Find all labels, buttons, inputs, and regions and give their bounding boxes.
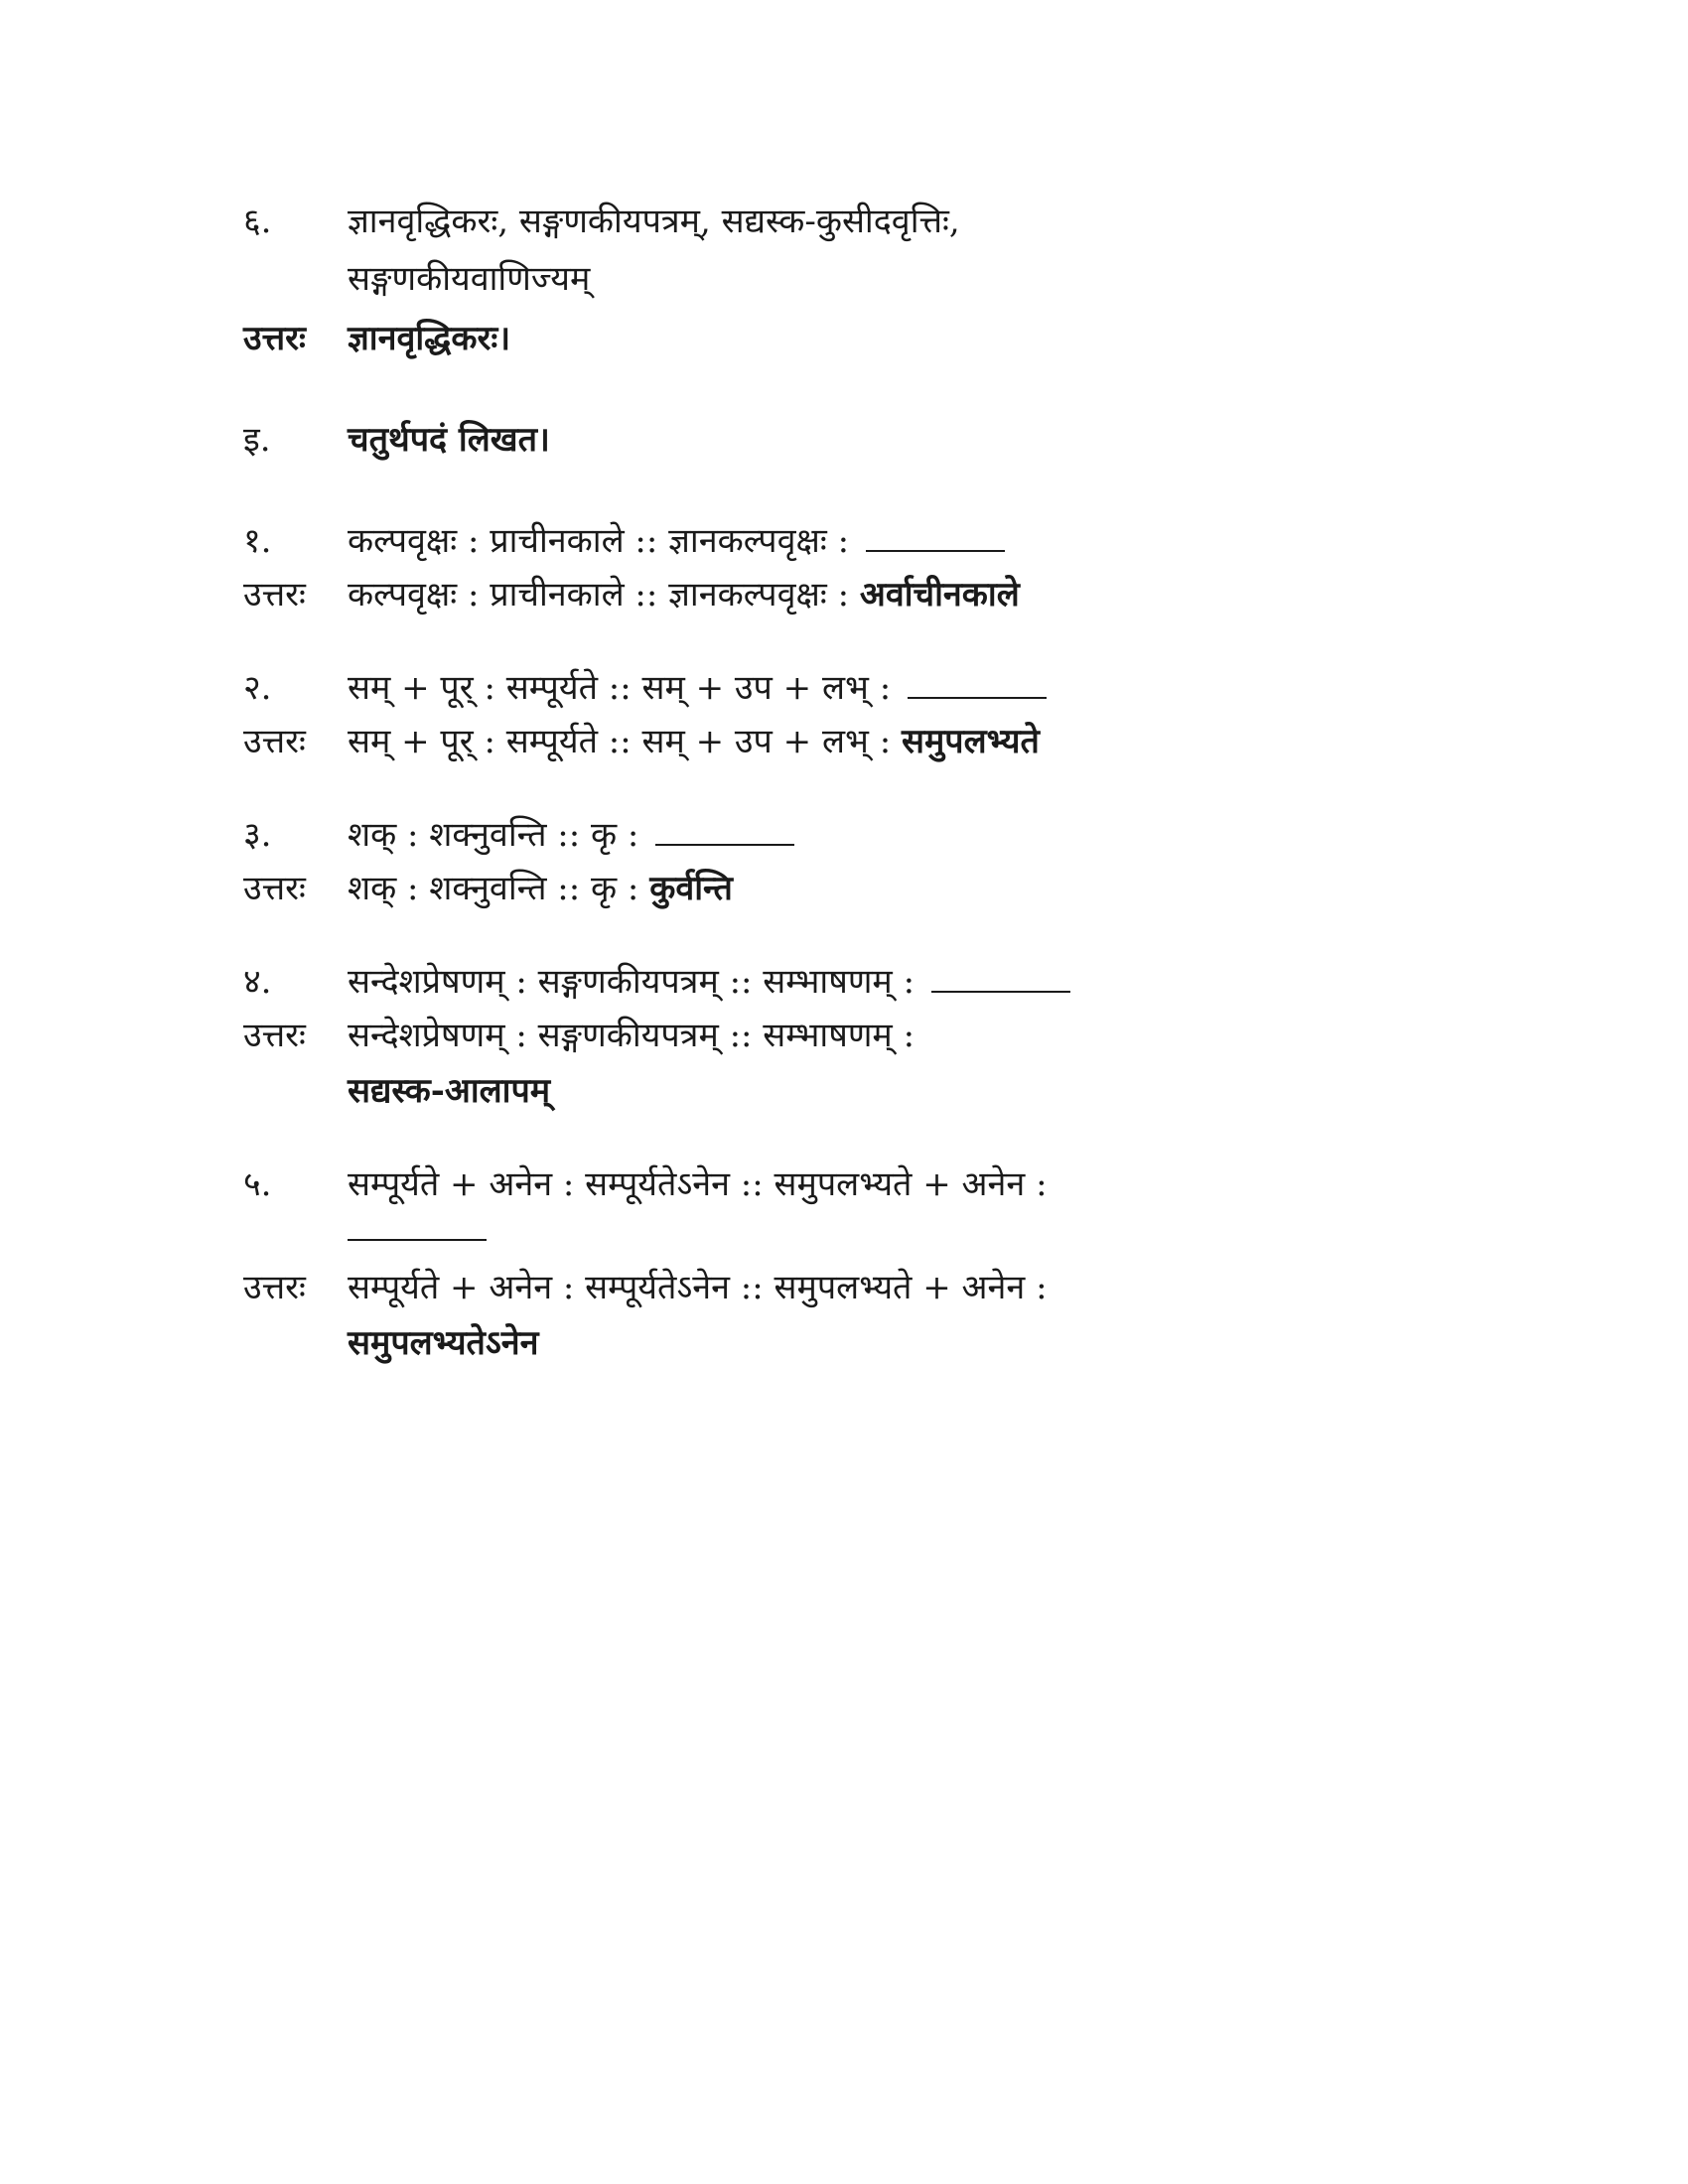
question-number: ३.	[243, 815, 272, 855]
section-title: चतुर्थपदं लिखत।	[348, 420, 550, 460]
answer-prefix: सम्पूर्यते + अनेन : सम्पूर्यतेऽनेन :: समुपलभ्यते + अनेन :	[348, 1268, 1048, 1307]
question-text: कल्पवृक्षः : प्राचीनकाले :: ज्ञानकल्पवृक्षः :	[348, 521, 850, 561]
item-6-options-line-1: ज्ञानवृद्धिकरः, सङ्गणकीयपत्रम्, सद्यस्क-कुसीदवृत्तिः,	[348, 202, 960, 241]
question-number: १.	[243, 521, 272, 561]
answer-1	[243, 572, 1484, 617]
answer-label: उत्तरः	[243, 1016, 306, 1055]
answer-5	[243, 1265, 1484, 1310]
item-6-options-line-2: सङ्गणकीयवाणिज्यम्	[348, 259, 591, 299]
answer-blank	[931, 961, 1070, 993]
question-2	[243, 665, 1484, 711]
answer-blank	[866, 520, 1005, 552]
question-number: ४.	[243, 962, 272, 1002]
answer-text: ज्ञानवृद्धिकरः।	[348, 319, 511, 358]
question-3	[243, 812, 1484, 858]
item-number: ६.	[243, 202, 272, 241]
answer-label: उत्तरः	[243, 319, 306, 358]
answer-4	[243, 1013, 1484, 1058]
answer-blank	[655, 814, 794, 846]
item-6-question	[243, 199, 1484, 244]
question-number: २.	[243, 668, 272, 708]
answer-value: समुपलभ्यतेऽनेन	[348, 1323, 539, 1363]
question-4	[243, 959, 1484, 1005]
question-number: ५.	[243, 1164, 272, 1204]
question-text: सन्देशप्रेषणम् : सङ्गणकीयपत्रम् :: सम्भाषणम् :	[348, 962, 915, 1002]
answer-prefix: शक् : शक्नुवन्ति :: कृ :	[348, 869, 650, 908]
item-6-answer	[243, 316, 1484, 361]
answer-label: उत्तरः	[243, 575, 306, 614]
answer-prefix: सन्देशप्रेषणम् : सङ्गणकीयपत्रम् :: सम्भाषणम् :	[348, 1016, 915, 1055]
answer-blank	[908, 667, 1047, 699]
answer-label: उत्तरः	[243, 869, 306, 908]
question-text: सम्पूर्यते + अनेन : सम्पूर्यतेऽनेन :: समुपलभ्यते + अनेन :	[348, 1164, 1048, 1204]
question-5	[243, 1161, 1484, 1207]
answer-value: अर्वाचीनकाले	[859, 575, 1020, 614]
question-text: सम् + पूर् : सम्पूर्यते :: सम् + उप + लभ् :	[348, 668, 892, 708]
answer-blank	[348, 1209, 487, 1241]
answer-3	[243, 866, 1484, 911]
answer-prefix: कल्पवृक्षः : प्राचीनकाले :: ज्ञानकल्पवृक्षः :	[348, 575, 860, 614]
question-1	[243, 518, 1484, 564]
answer-prefix: सम् + पूर् : सम्पूर्यते :: सम् + उप + लभ् :	[348, 722, 902, 761]
answer-value: सद्यस्क-आलापम्	[348, 1071, 551, 1111]
worksheet-content	[243, 199, 1484, 1366]
answer-2	[243, 719, 1484, 764]
answer-value: समुपलभ्यते	[901, 722, 1040, 761]
section-heading	[243, 417, 1484, 463]
section-number: इ.	[243, 420, 271, 460]
question-text: शक् : शक्नुवन्ति :: कृ :	[348, 815, 639, 855]
answer-label: उत्तरः	[243, 722, 306, 761]
answer-value: कुर्वन्ति	[649, 869, 733, 908]
answer-label: उत्तरः	[243, 1268, 306, 1307]
